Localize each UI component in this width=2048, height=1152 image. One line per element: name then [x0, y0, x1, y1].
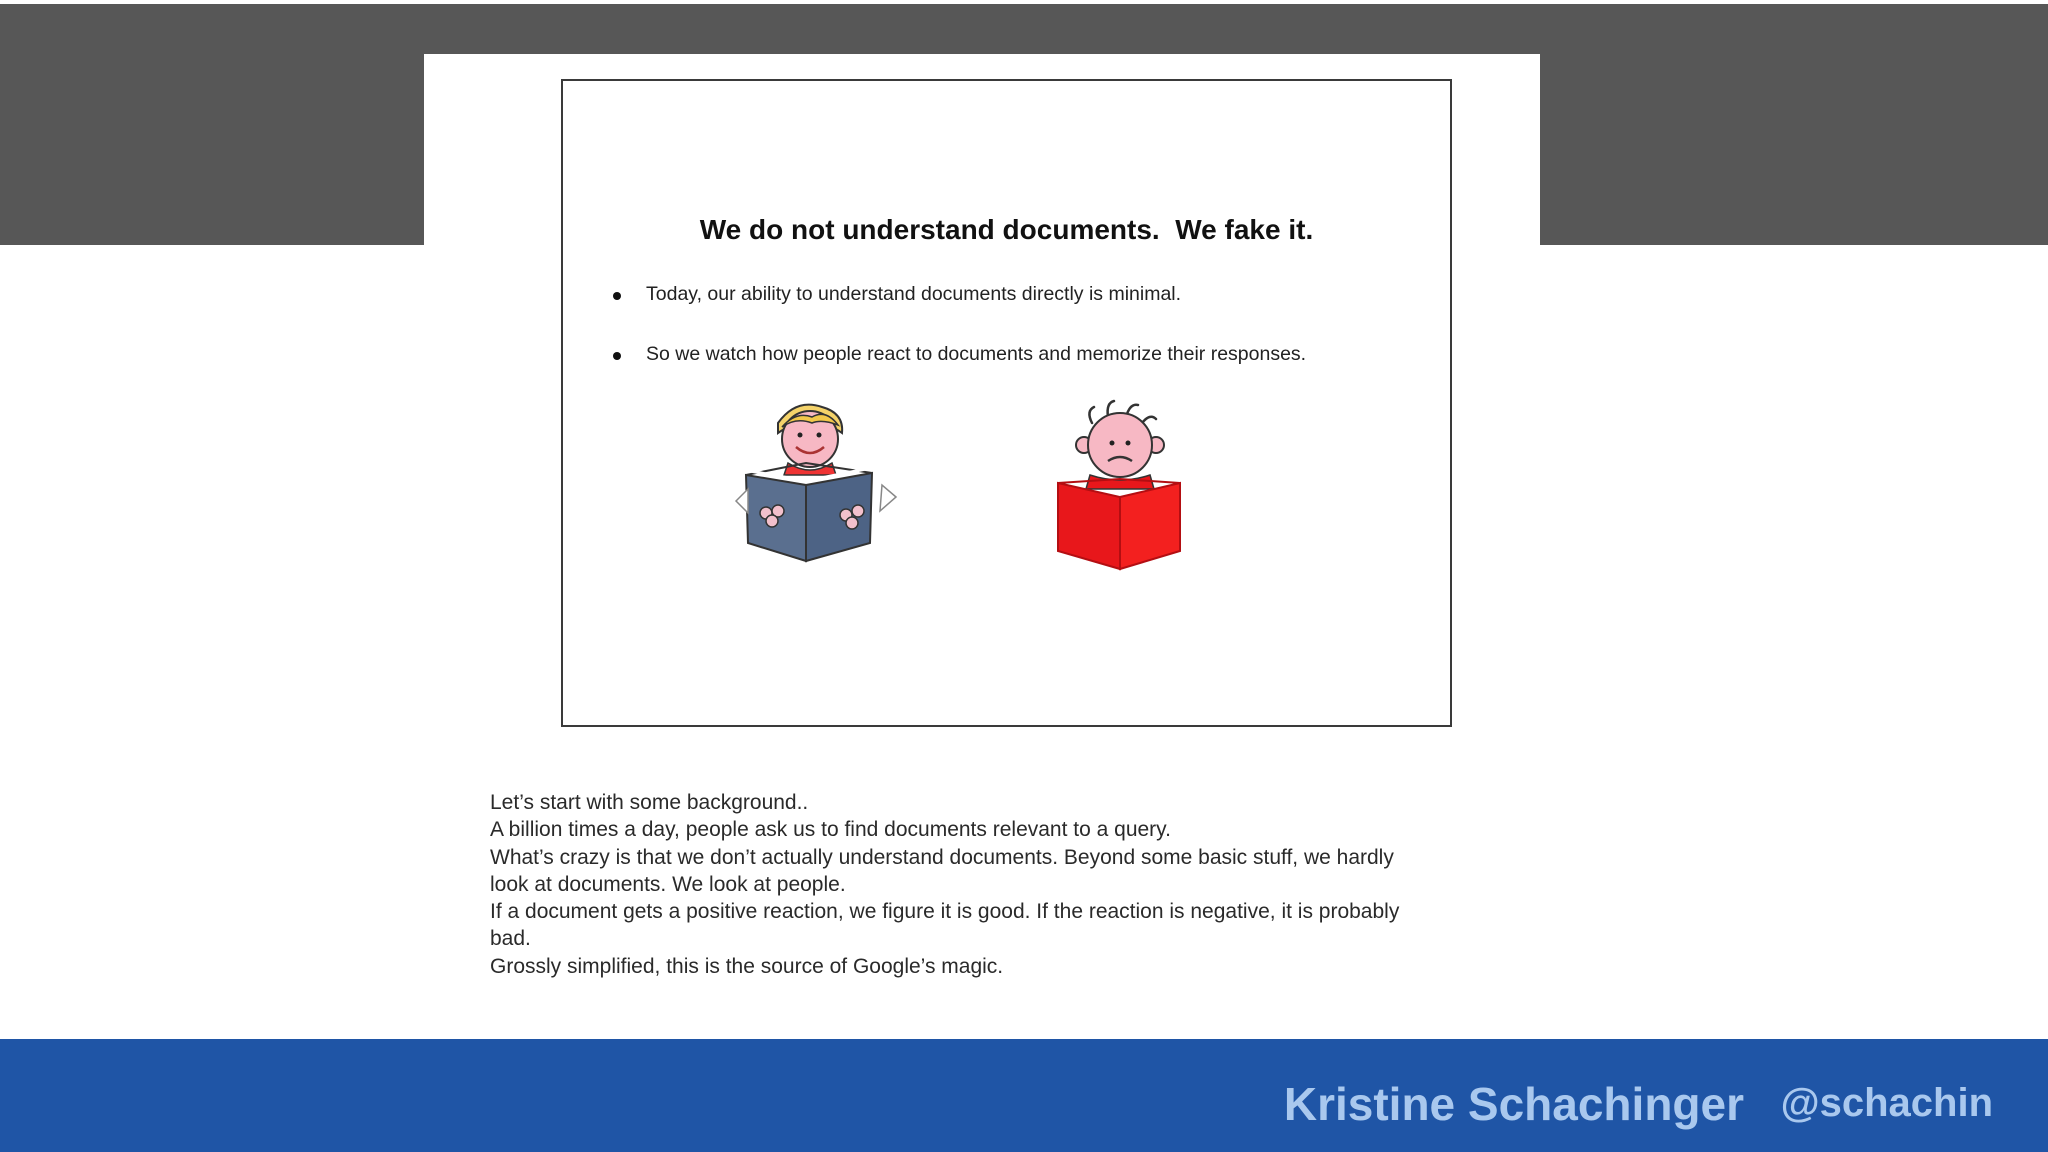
notes-line: Let’s start with some background.. [490, 791, 809, 814]
speaker-notes [490, 789, 1550, 980]
notes-line: look at documents. We look at people. [490, 872, 846, 896]
happy-reader-icon [726, 393, 906, 573]
notes-line: What’s crazy is that we don’t actually understand documents. Beyond some basic stuff, we hardly [490, 845, 1394, 869]
bullet-dot-icon [613, 352, 621, 360]
footer-bar [0, 1039, 2048, 1152]
sad-reader-icon [1046, 393, 1186, 573]
bullet-text: Today, our ability to understand documents directly is minimal. [646, 283, 1182, 305]
notes-line: bad. [490, 927, 531, 951]
notes-line: Grossly simplified, this is the source of Google’s magic. [490, 954, 1004, 978]
slide-title: We do not understand documents. We fake it. [699, 214, 1314, 245]
embedded-slide [561, 79, 1452, 727]
bullet-text: So we watch how people react to documents and memorize their responses. [646, 343, 1307, 365]
presenter-name: Kristine Schachinger [1283, 1078, 1744, 1130]
twitter-handle: @schachin [1780, 1081, 1993, 1125]
notes-line: A billion times a day, people ask us to find documents relevant to a query. [490, 818, 1171, 842]
bullet-dot-icon [613, 292, 621, 300]
notes-line: If a document gets a positive reaction, we figure it is good. If the reaction is negative, it is probably [490, 900, 1400, 924]
